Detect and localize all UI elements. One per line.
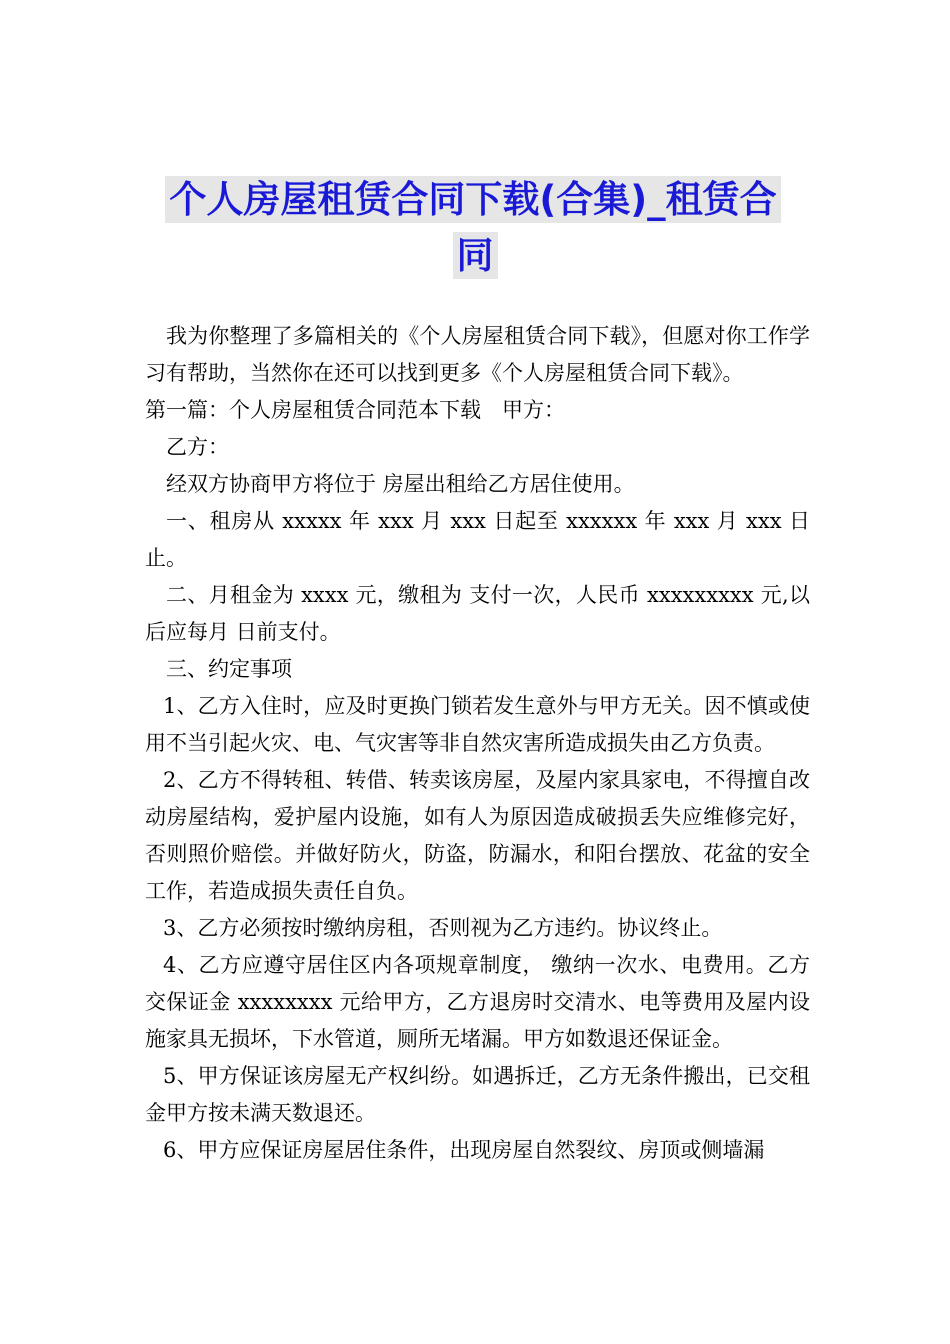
- clause-one: 一、租房从 xxxxx 年 xxx 月 xxx 日起至 xxxxxx 年 xxx 月 xxx 日止。: [145, 509, 810, 570]
- document-title: 个人房屋租赁合同下载(合集)_租赁合同: [165, 176, 780, 279]
- section-heading-first: 第一篇：个人房屋租赁合同范本下载 甲方：: [145, 398, 565, 422]
- item-2: 2、乙方不得转租、转借、转卖该房屋，及屋内家具家电，不得擅自改动房屋结构，爱护屋内设施，如有人为原因造成破损丢失应维修完好，否则照价赔偿。并做好防火，防盗，防漏水，和阳台摆放、花盆的安全工作，若造成损失责任自负。: [145, 768, 810, 903]
- item-1: 1、乙方入住时，应及时更换门锁若发生意外与甲方无关。因不慎或使用不当引起火灾、电、气灾害等非自然灾害所造成损失由乙方负责。: [145, 694, 810, 755]
- item-6: 6、甲方应保证房屋居住条件，出现房屋自然裂纹、房顶或侧墙漏: [163, 1138, 765, 1162]
- item-5: 5、甲方保证该房屋无产权纠纷。如遇拆迁，乙方无条件搬出，已交租金甲方按未满天数退还。: [145, 1064, 810, 1125]
- item-4: 4、乙方应遵守居住区内各项规章制度， 缴纳一次水、电费用。乙方交保证金 xxxxxxxx 元给甲方，乙方退房时交清水、电等费用及屋内设施家具无损坏，下水管道，厕所无堵漏。甲方如数退还保证金。: [145, 953, 810, 1051]
- party-b-line: 乙方：: [166, 435, 229, 459]
- item-3: 3、乙方必须按时缴纳房租，否则视为乙方违约。协议终止。: [163, 916, 723, 940]
- document-body: [145, 318, 810, 1169]
- intro-paragraph: 我为你整理了多篇相关的《个人房屋租赁合同下载》，但愿对你工作学习有帮助，当然你在还可以找到更多《个人房屋租赁合同下载》。: [145, 324, 810, 385]
- title-block: [150, 172, 800, 284]
- clause-three-heading: 三、约定事项: [166, 657, 292, 681]
- clause-two: 二、月租金为 xxxx 元，缴租为 支付一次，人民币 xxxxxxxxx 元,以后应每月 日前支付。: [145, 583, 810, 644]
- agreement-paragraph: 经双方协商甲方将位于 房屋出租给乙方居住使用。: [166, 472, 635, 496]
